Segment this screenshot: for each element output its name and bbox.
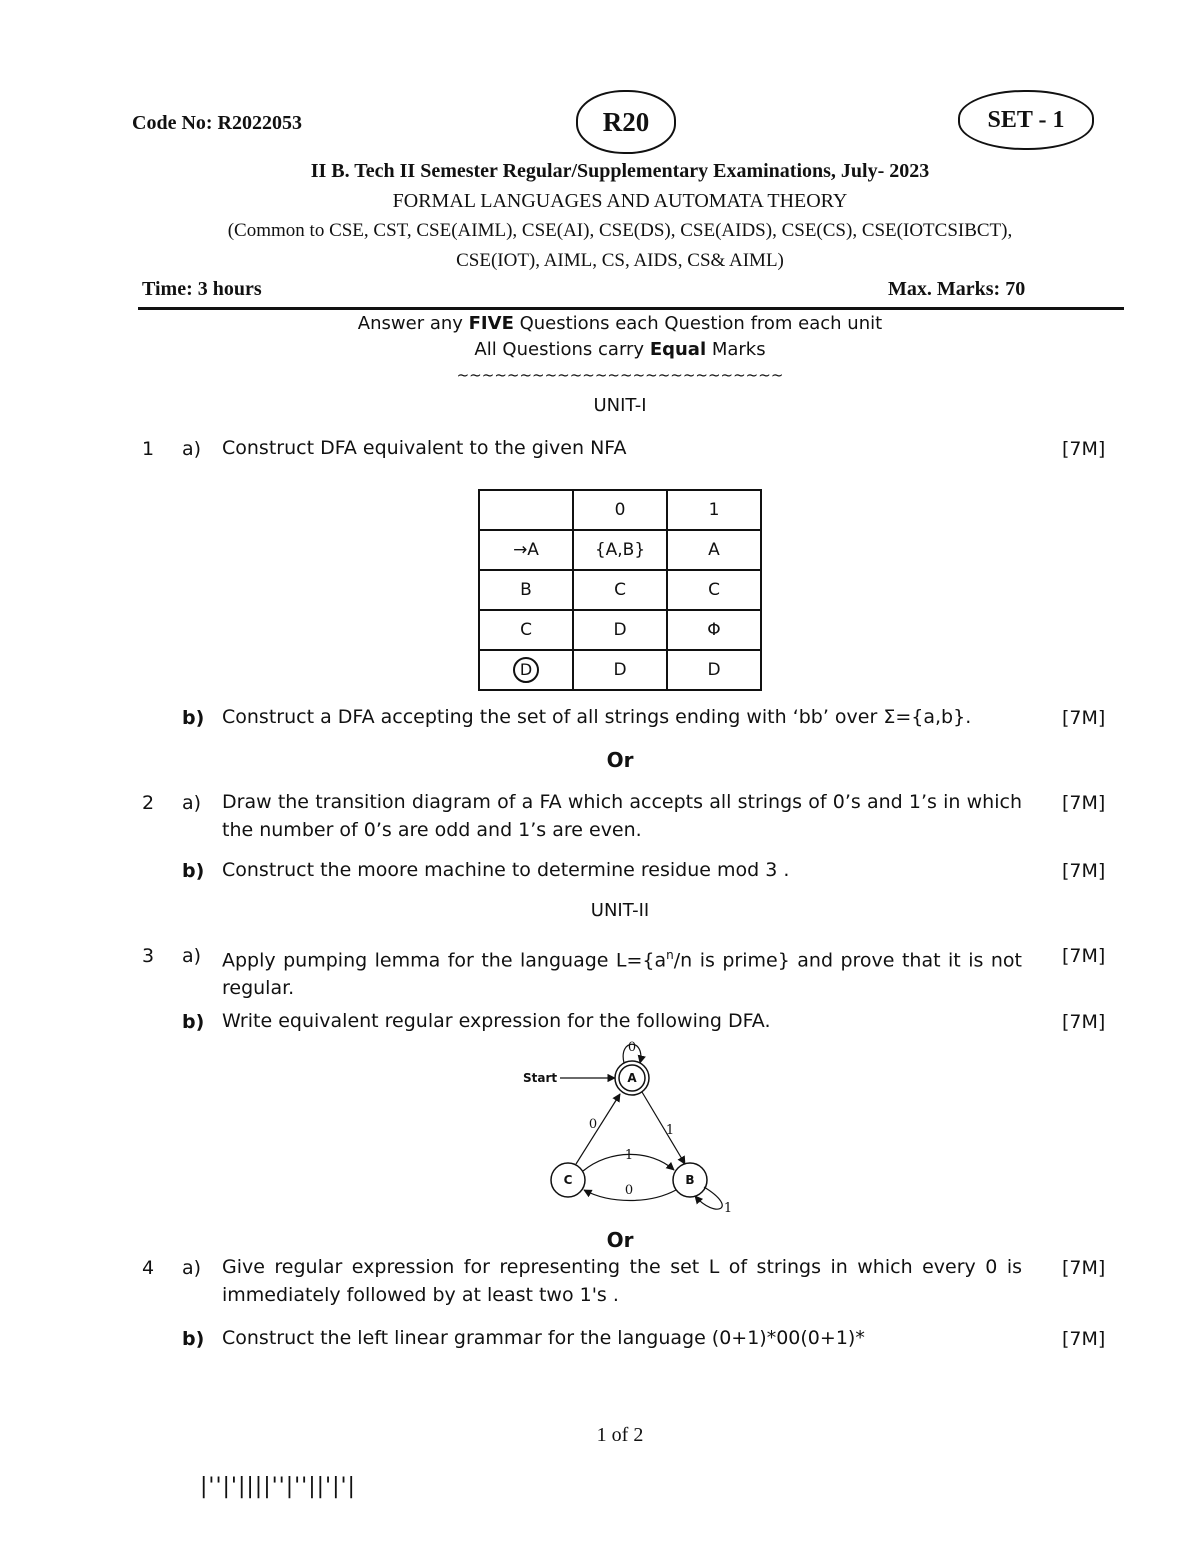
question-4a-marks: [7M]	[1062, 1257, 1106, 1279]
question-3-number: 3	[142, 945, 155, 967]
exam-title: II B. Tech II Semester Regular/Supplementary Examinations, July- 2023	[310, 160, 930, 182]
max-marks: Max. Marks: 70	[888, 278, 1026, 300]
unit-1-heading: UNIT-I	[593, 395, 647, 416]
common-branches-line2: CSE(IOT), AIML, CS, AIDS, CS& AIML)	[456, 250, 784, 271]
table-cell: B	[479, 570, 573, 610]
common-branches-line1: (Common to CSE, CST, CSE(AIML), CSE(AI), CSE(DS), CSE(AIDS), CSE(CS), CSE(IOTCSIBCT),	[227, 220, 1013, 241]
table-row	[479, 530, 761, 570]
question-3b-label: b)	[182, 1011, 205, 1033]
table-cell: 1	[667, 490, 761, 530]
or-separator-2: Or	[606, 1228, 634, 1252]
question-4a-text: Give regular expression for representing the set L of strings in which every 0 is immediately followed by at least two 1's .	[222, 1256, 1022, 1306]
dfa-diagram	[490, 1034, 770, 1224]
question-1b-marks: [7M]	[1062, 707, 1106, 729]
state-b-label: B	[685, 1173, 695, 1187]
table-cell: C	[479, 610, 573, 650]
question-4b-marks: [7M]	[1062, 1328, 1106, 1350]
final-state-marker: D	[513, 657, 539, 683]
question-1a-text: Construct DFA equivalent to the given NFA	[222, 437, 627, 459]
barcode: |''|'||||''|''||'|'|	[200, 1474, 356, 1499]
question-3a-marks: [7M]	[1062, 945, 1106, 967]
table-cell: D	[573, 650, 667, 690]
table-cell: C	[573, 570, 667, 610]
table-row	[479, 650, 761, 690]
state-a-label: A	[627, 1071, 637, 1085]
question-1b-label: b)	[182, 707, 205, 729]
question-4b-text: Construct the left linear grammar for the language (0+1)*00(0+1)*	[222, 1327, 865, 1349]
table-cell: D	[573, 610, 667, 650]
table-cell: Φ	[667, 610, 761, 650]
separator: ~~~~~~~~~~~~~~~~~~~~~~~~~~	[456, 366, 784, 384]
instruction-line-1: Answer any FIVE Questions each Question from each unit	[357, 313, 883, 334]
label-c-b: 1	[624, 1148, 634, 1163]
table-cell: C	[667, 570, 761, 610]
table-cell: {A,B}	[573, 530, 667, 570]
label-b-self: 1	[723, 1201, 733, 1216]
question-1a-label: a)	[182, 438, 202, 460]
label-c-a: 0	[588, 1117, 598, 1132]
table-header-row	[479, 490, 761, 530]
instruction-line-2: All Questions carry Equal Marks	[474, 339, 766, 360]
question-2a-marks: [7M]	[1062, 792, 1106, 814]
question-4b-label: b)	[182, 1328, 205, 1350]
final-state-cell	[479, 650, 573, 690]
question-3b-text: Write equivalent regular expression for the following DFA.	[222, 1010, 771, 1032]
edge-c-a	[576, 1094, 620, 1164]
question-2a-label: a)	[182, 792, 202, 814]
header-divider	[138, 307, 1124, 310]
time-duration: Time: 3 hours	[142, 278, 262, 300]
or-separator-1: Or	[606, 748, 634, 772]
state-c-label: C	[563, 1173, 573, 1187]
question-1-number: 1	[142, 438, 155, 460]
question-2a-text: Draw the transition diagram of a FA which accepts all strings of 0’s and 1’s in which the number of 0’s are odd and 1’s are even.	[222, 791, 1022, 841]
question-2b-label: b)	[182, 860, 205, 882]
table-cell: 0	[573, 490, 667, 530]
table-cell: D	[667, 650, 761, 690]
code-number: Code No: R2022053	[132, 112, 302, 134]
question-1a-marks: [7M]	[1062, 438, 1106, 460]
start-label: Start	[523, 1071, 558, 1085]
nfa-transition-table	[478, 489, 762, 691]
question-3b-marks: [7M]	[1062, 1011, 1106, 1033]
regulation-badge: R20	[576, 90, 676, 154]
label-a-self: 0	[627, 1040, 637, 1055]
question-1b-text: Construct a DFA accepting the set of all strings ending with ‘bb’ over Σ={a,b}.	[222, 706, 972, 728]
table-row	[479, 570, 761, 610]
table-cell: →A	[479, 530, 573, 570]
table-cell: A	[667, 530, 761, 570]
label-a-b: 1	[665, 1123, 675, 1138]
set-badge: SET - 1	[958, 90, 1094, 150]
page-number: 1 of 2	[596, 1424, 644, 1446]
subject-title: FORMAL LANGUAGES AND AUTOMATA THEORY	[392, 190, 848, 212]
question-3a-text: Apply pumping lemma for the language $L=\{a^n/n$ is prime} and prove that it is not regular.	[222, 948, 1022, 1000]
table-row	[479, 610, 761, 650]
question-4-number: 4	[142, 1257, 155, 1279]
question-3a-label: a)	[182, 945, 202, 967]
question-2-number: 2	[142, 792, 155, 814]
question-2b-marks: [7M]	[1062, 860, 1106, 882]
question-4a-label: a)	[182, 1257, 202, 1279]
label-b-c: 0	[624, 1183, 634, 1198]
edge-a-b	[642, 1092, 685, 1164]
question-2b-text: Construct the moore machine to determine residue mod 3 .	[222, 859, 790, 881]
unit-2-heading: UNIT-II	[590, 900, 650, 921]
table-cell	[479, 490, 573, 530]
